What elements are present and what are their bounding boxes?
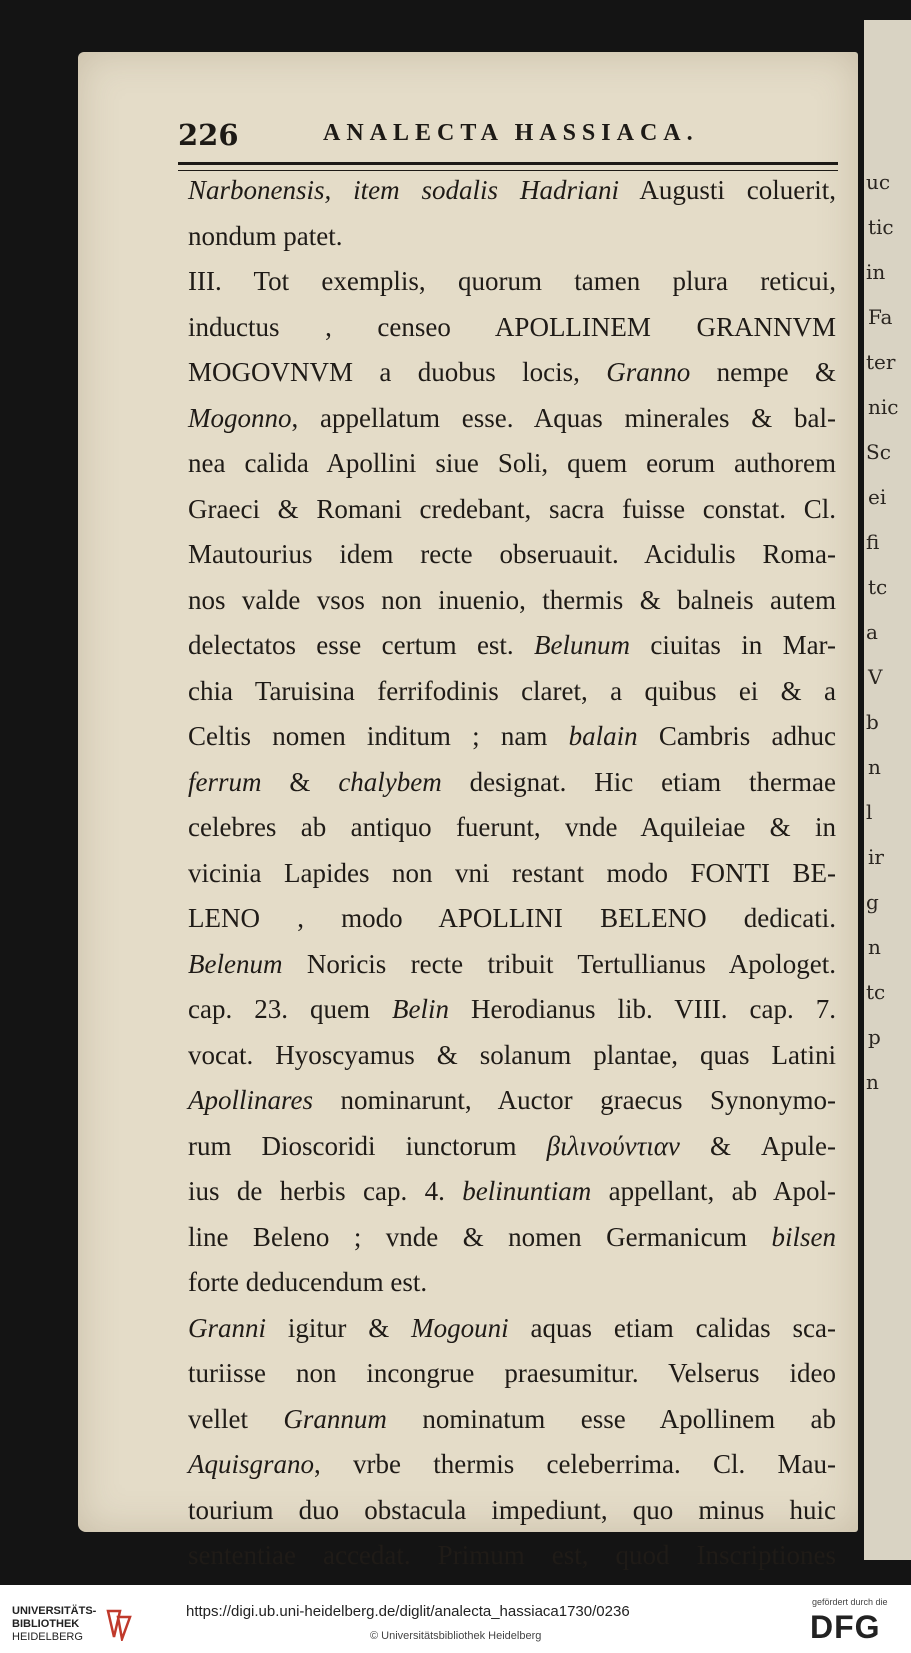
text-line — [188, 942, 836, 988]
text-line — [188, 1397, 836, 1443]
italic-text: balain — [568, 721, 638, 751]
text-line — [188, 578, 836, 624]
text-line — [188, 1078, 836, 1124]
roman-text: tourium duo obstacula impediunt, quo minus huic — [188, 1494, 836, 1525]
roman-text: rum Dioscoridi iunctorum — [188, 1130, 547, 1161]
edge-fragment: ter — [866, 350, 896, 374]
body-text — [188, 168, 836, 1585]
running-head: ANALECTA HASSIACA. — [323, 120, 699, 146]
edge-fragment: p — [868, 1025, 881, 1049]
roman-text: & — [261, 766, 339, 797]
text-line — [188, 760, 836, 806]
edge-fragment: in — [866, 260, 886, 284]
library-name-line3: HEIDELBERG — [12, 1631, 83, 1643]
roman-text: nominatum esse Apollinem ab — [386, 1403, 836, 1434]
italic-text: belinuntiam — [462, 1176, 592, 1206]
roman-text: line Beleno ; vnde & nomen Germanicum — [188, 1221, 772, 1252]
funded-by-label: gefördert durch die — [812, 1597, 888, 1607]
text-line — [188, 305, 836, 351]
text-line — [188, 987, 836, 1033]
edge-fragment: Fa — [868, 305, 893, 329]
italic-text: Mogonno — [188, 402, 292, 433]
roman-text: nos valde vsos non inuenio, thermis & balneis autem — [188, 584, 836, 615]
roman-text: ius de herbis cap. 4. — [188, 1176, 463, 1206]
roman-text: sententiae accedat. Primum est, quod Inscriptiones — [188, 1540, 836, 1570]
edge-fragment: ei — [868, 485, 887, 509]
italic-text: ferrum — [188, 766, 262, 797]
text-line — [188, 896, 836, 942]
text-line — [188, 1488, 836, 1534]
roman-text: cap. 23. quem — [188, 994, 393, 1024]
text-line — [188, 1215, 836, 1261]
italic-text: Narbonensis, item sodalis Hadriani — [188, 175, 619, 205]
edge-fragment: V — [868, 665, 883, 689]
roman-text: Cambris adhuc — [637, 721, 836, 751]
edge-fragment: Sc — [866, 440, 891, 464]
text-line — [188, 396, 836, 442]
library-logo[interactable] — [12, 1605, 96, 1644]
text-line — [188, 532, 836, 578]
text-line — [188, 1033, 836, 1079]
roman-text: nominarunt, Auctor graecus Synonymo- — [313, 1085, 836, 1115]
library-emblem-icon — [104, 1607, 132, 1641]
edge-fragment: tc — [868, 575, 888, 599]
edge-fragment: tc — [866, 980, 886, 1004]
text-line — [188, 669, 836, 715]
roman-text: Noricis recte tribuit Tertullianus Apologet. — [282, 948, 836, 979]
edge-fragment: ir — [868, 845, 884, 869]
italic-text: Belenum — [188, 948, 283, 979]
edge-fragment: l — [866, 800, 873, 824]
facing-page-edge — [864, 20, 911, 1560]
roman-text: vellet — [188, 1403, 284, 1434]
text-line — [188, 214, 836, 260]
italic-text: Belunum — [534, 630, 631, 660]
edge-fragment: n — [866, 1070, 879, 1094]
text-line — [188, 714, 836, 760]
roman-text: ciuitas in Mar- — [630, 630, 836, 660]
roman-text: Mautourius idem recte obseruauit. Acidulis Roma- — [188, 539, 836, 569]
italic-text: Belin — [392, 994, 449, 1024]
roman-text: , vrbe thermis celeberrima. Cl. Mau- — [314, 1449, 836, 1479]
roman-text: LENO , modo APOLLINI BELENO dedicati. — [188, 903, 836, 933]
text-line — [188, 1442, 836, 1488]
text-line — [188, 1124, 836, 1170]
edge-fragment: a — [866, 620, 878, 644]
roman-text: designat. Hic etiam thermae — [441, 766, 836, 797]
roman-text: turiisse non incongrue praesumitur. Velserus ideo — [188, 1358, 836, 1388]
text-line — [188, 441, 836, 487]
edge-fragment: b — [866, 710, 879, 734]
roman-text: MOGOVNVM a duobus locis, — [188, 357, 607, 387]
roman-text: vicinia Lapides non vni restant modo FONTI BE- — [188, 857, 836, 888]
text-line — [188, 259, 836, 305]
text-line — [188, 1533, 836, 1579]
permalink-url[interactable]: https://digi.ub.uni-heidelberg.de/diglit/analecta_hassiaca1730/0236 — [186, 1603, 630, 1620]
library-name-line2: BIBLIOTHEK — [12, 1618, 80, 1630]
roman-text: inductus , censeo APOLLINEM GRANNVM — [188, 311, 836, 342]
roman-text: igitur & — [266, 1312, 412, 1343]
roman-text: aquas etiam calidas sca- — [508, 1312, 836, 1343]
edge-fragment: nic — [868, 395, 899, 419]
roman-text: celebres ab antiquo fuerunt, vnde Aquileiae & in — [188, 812, 836, 842]
italic-text: Aquisgrano — [188, 1449, 315, 1479]
roman-text: forte deducendum est. — [188, 1267, 428, 1297]
roman-text: nondum patet. — [188, 220, 343, 251]
italic-text: bilsen — [771, 1221, 836, 1252]
roman-text: delectatos esse certum est. — [188, 630, 535, 660]
roman-text: Graeci & Romani credebant, sacra fuisse constat. Cl. — [188, 493, 836, 524]
roman-text: nea calida Apollini siue Soli, quem eorum authorem — [188, 448, 836, 478]
italic-text: Mogouni — [411, 1312, 509, 1343]
edge-fragment: n — [868, 935, 881, 959]
edge-fragment: uc — [866, 170, 891, 194]
dfg-logo[interactable]: DFG — [810, 1609, 881, 1645]
page-header — [178, 118, 838, 162]
text-line — [188, 851, 836, 897]
italic-text: chalybem — [338, 766, 442, 797]
text-line — [188, 1169, 836, 1215]
roman-text: III. Tot exemplis, quorum tamen plura reticui, — [188, 266, 836, 296]
text-line — [188, 1306, 836, 1352]
text-line — [188, 487, 836, 533]
text-line — [188, 168, 836, 214]
text-line — [188, 1351, 836, 1397]
viewer-footer — [0, 1585, 911, 1653]
roman-text: Celtis nomen inditum ; nam — [188, 721, 569, 751]
roman-text: , appellatum esse. Aquas minerales & bal- — [291, 402, 836, 433]
roman-text: chia Taruisina ferrifodinis claret, a quibus ei & a — [188, 675, 836, 706]
italic-text: βιλινούντιαν — [546, 1130, 680, 1161]
text-line — [188, 623, 836, 669]
roman-text: appellant, ab Apol- — [591, 1176, 836, 1206]
edge-fragment: fi — [866, 530, 880, 554]
roman-text: vocat. Hyoscyamus & solanum plantae, quas Latini — [188, 1039, 836, 1070]
italic-text: Granni — [188, 1312, 267, 1343]
italic-text: Grannum — [283, 1403, 387, 1434]
roman-text: nempe & — [690, 357, 836, 387]
roman-text: Augusti coluerit, — [618, 175, 836, 205]
italic-text: Apollinares — [188, 1085, 313, 1115]
text-line — [188, 350, 836, 396]
text-line — [188, 805, 836, 851]
edge-fragment: g — [866, 890, 879, 914]
page-number: 226 — [178, 118, 239, 152]
copyright-notice: © Universitätsbibliothek Heidelberg — [370, 1630, 542, 1642]
italic-text: Granno — [606, 357, 691, 387]
roman-text: & Apule- — [679, 1130, 836, 1161]
edge-fragment: n — [868, 755, 881, 779]
text-line — [188, 1260, 836, 1306]
roman-text: Herodianus lib. VIII. cap. 7. — [449, 994, 837, 1024]
edge-fragment: tic — [868, 215, 894, 239]
library-name-line1: UNIVERSITÄTS- — [12, 1605, 97, 1617]
